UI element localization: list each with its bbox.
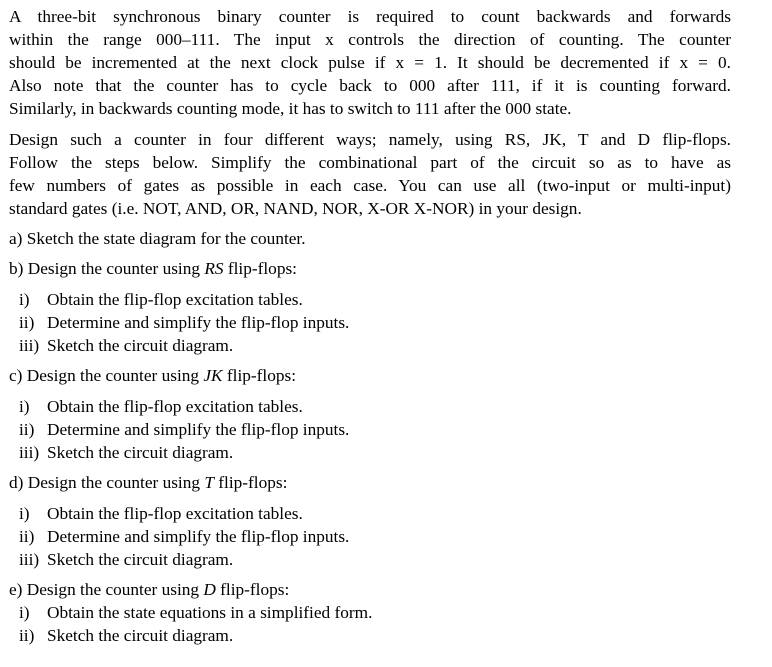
- step-text: Obtain the flip-flop excitation tables.: [47, 397, 303, 416]
- intro-line: should be incremented at the next clock pulse if x = 1. It should be decremented if x = 0.: [9, 53, 731, 72]
- step-text: Obtain the flip-flop excitation tables.: [47, 504, 303, 523]
- step-number: i): [19, 504, 30, 523]
- part-label-prefix: e) Design the counter using: [9, 580, 204, 599]
- intro-line: within the range 000–111. The input x controls the direction of counting. The counter: [9, 30, 731, 49]
- step-text: Sketch the circuit diagram.: [47, 550, 234, 569]
- step-item: [9, 288, 731, 311]
- step-item: [9, 441, 731, 464]
- step-text: Determine and simplify the flip-flop inputs.: [47, 420, 350, 439]
- step-text: Sketch the circuit diagram.: [47, 626, 234, 645]
- step-number: ii): [19, 313, 35, 332]
- step-number: iii): [19, 336, 40, 355]
- flip-flop-type: JK: [203, 366, 223, 385]
- intro-paragraph: [9, 5, 731, 120]
- step-number: iii): [19, 550, 40, 569]
- step-item: [9, 334, 731, 357]
- step-number: i): [19, 397, 30, 416]
- part-label-suffix: flip-flops:: [213, 473, 288, 492]
- design-paragraph: [9, 128, 731, 220]
- part-label-suffix: flip-flops:: [222, 366, 297, 385]
- part-label-prefix: c) Design the counter using: [9, 366, 204, 385]
- step-number: iii): [19, 443, 40, 462]
- step-text: Sketch the circuit diagram.: [47, 336, 234, 355]
- step-text: Obtain the state equations in a simplified form.: [47, 603, 373, 622]
- flip-flop-type: RS: [204, 259, 224, 278]
- part-a-label: a) Sketch the state diagram for the counter.: [9, 229, 306, 248]
- intro-line: A three-bit synchronous binary counter is required to count backwards and forwards: [9, 7, 731, 26]
- flip-flop-type: T: [204, 473, 214, 492]
- step-number: ii): [19, 626, 35, 645]
- flip-flop-type: D: [203, 580, 216, 599]
- step-item: [9, 601, 731, 624]
- step-number: ii): [19, 420, 35, 439]
- step-text: Obtain the flip-flop excitation tables.: [47, 290, 303, 309]
- part-label-suffix: flip-flops:: [223, 259, 297, 278]
- step-text: Determine and simplify the flip-flop inputs.: [47, 313, 350, 332]
- part-label-prefix: b) Design the counter using: [9, 259, 205, 278]
- step-item: [9, 395, 731, 418]
- intro-line: Also note that the counter has to cycle back to 000 after 111, if it is counting forward.: [9, 76, 731, 95]
- part-d-label: [9, 471, 731, 494]
- design-line: standard gates (i.e. NOT, AND, OR, NAND, NOR, X-OR X-NOR) in your design.: [9, 199, 582, 218]
- part-b-label: [9, 257, 731, 280]
- step-number: i): [19, 290, 30, 309]
- step-item: [9, 311, 731, 334]
- step-item: [9, 525, 731, 548]
- step-text: Determine and simplify the flip-flop inputs.: [47, 527, 350, 546]
- step-text: Sketch the circuit diagram.: [47, 443, 234, 462]
- design-line: Design such a counter in four different ways; namely, using RS, JK, T and D flip-flops.: [9, 130, 731, 149]
- step-number: ii): [19, 527, 35, 546]
- step-item: [9, 548, 731, 571]
- intro-line: Similarly, in backwards counting mode, it has to switch to 111 after the 000 state.: [9, 99, 572, 118]
- design-line: Follow the steps below. Simplify the combinational part of the circuit so as to have as: [9, 153, 731, 172]
- step-item: [9, 502, 731, 525]
- step-item: [9, 418, 731, 441]
- problem-document: [9, 5, 731, 647]
- part-label-prefix: d) Design the counter using: [9, 473, 205, 492]
- step-item: [9, 624, 731, 647]
- part-e-label: [9, 578, 731, 601]
- part-c-label: [9, 364, 731, 387]
- step-number: i): [19, 603, 30, 622]
- part-label-suffix: flip-flops:: [215, 580, 290, 599]
- design-line: few numbers of gates as possible in each case. You can use all (two-input or multi-input): [9, 176, 731, 195]
